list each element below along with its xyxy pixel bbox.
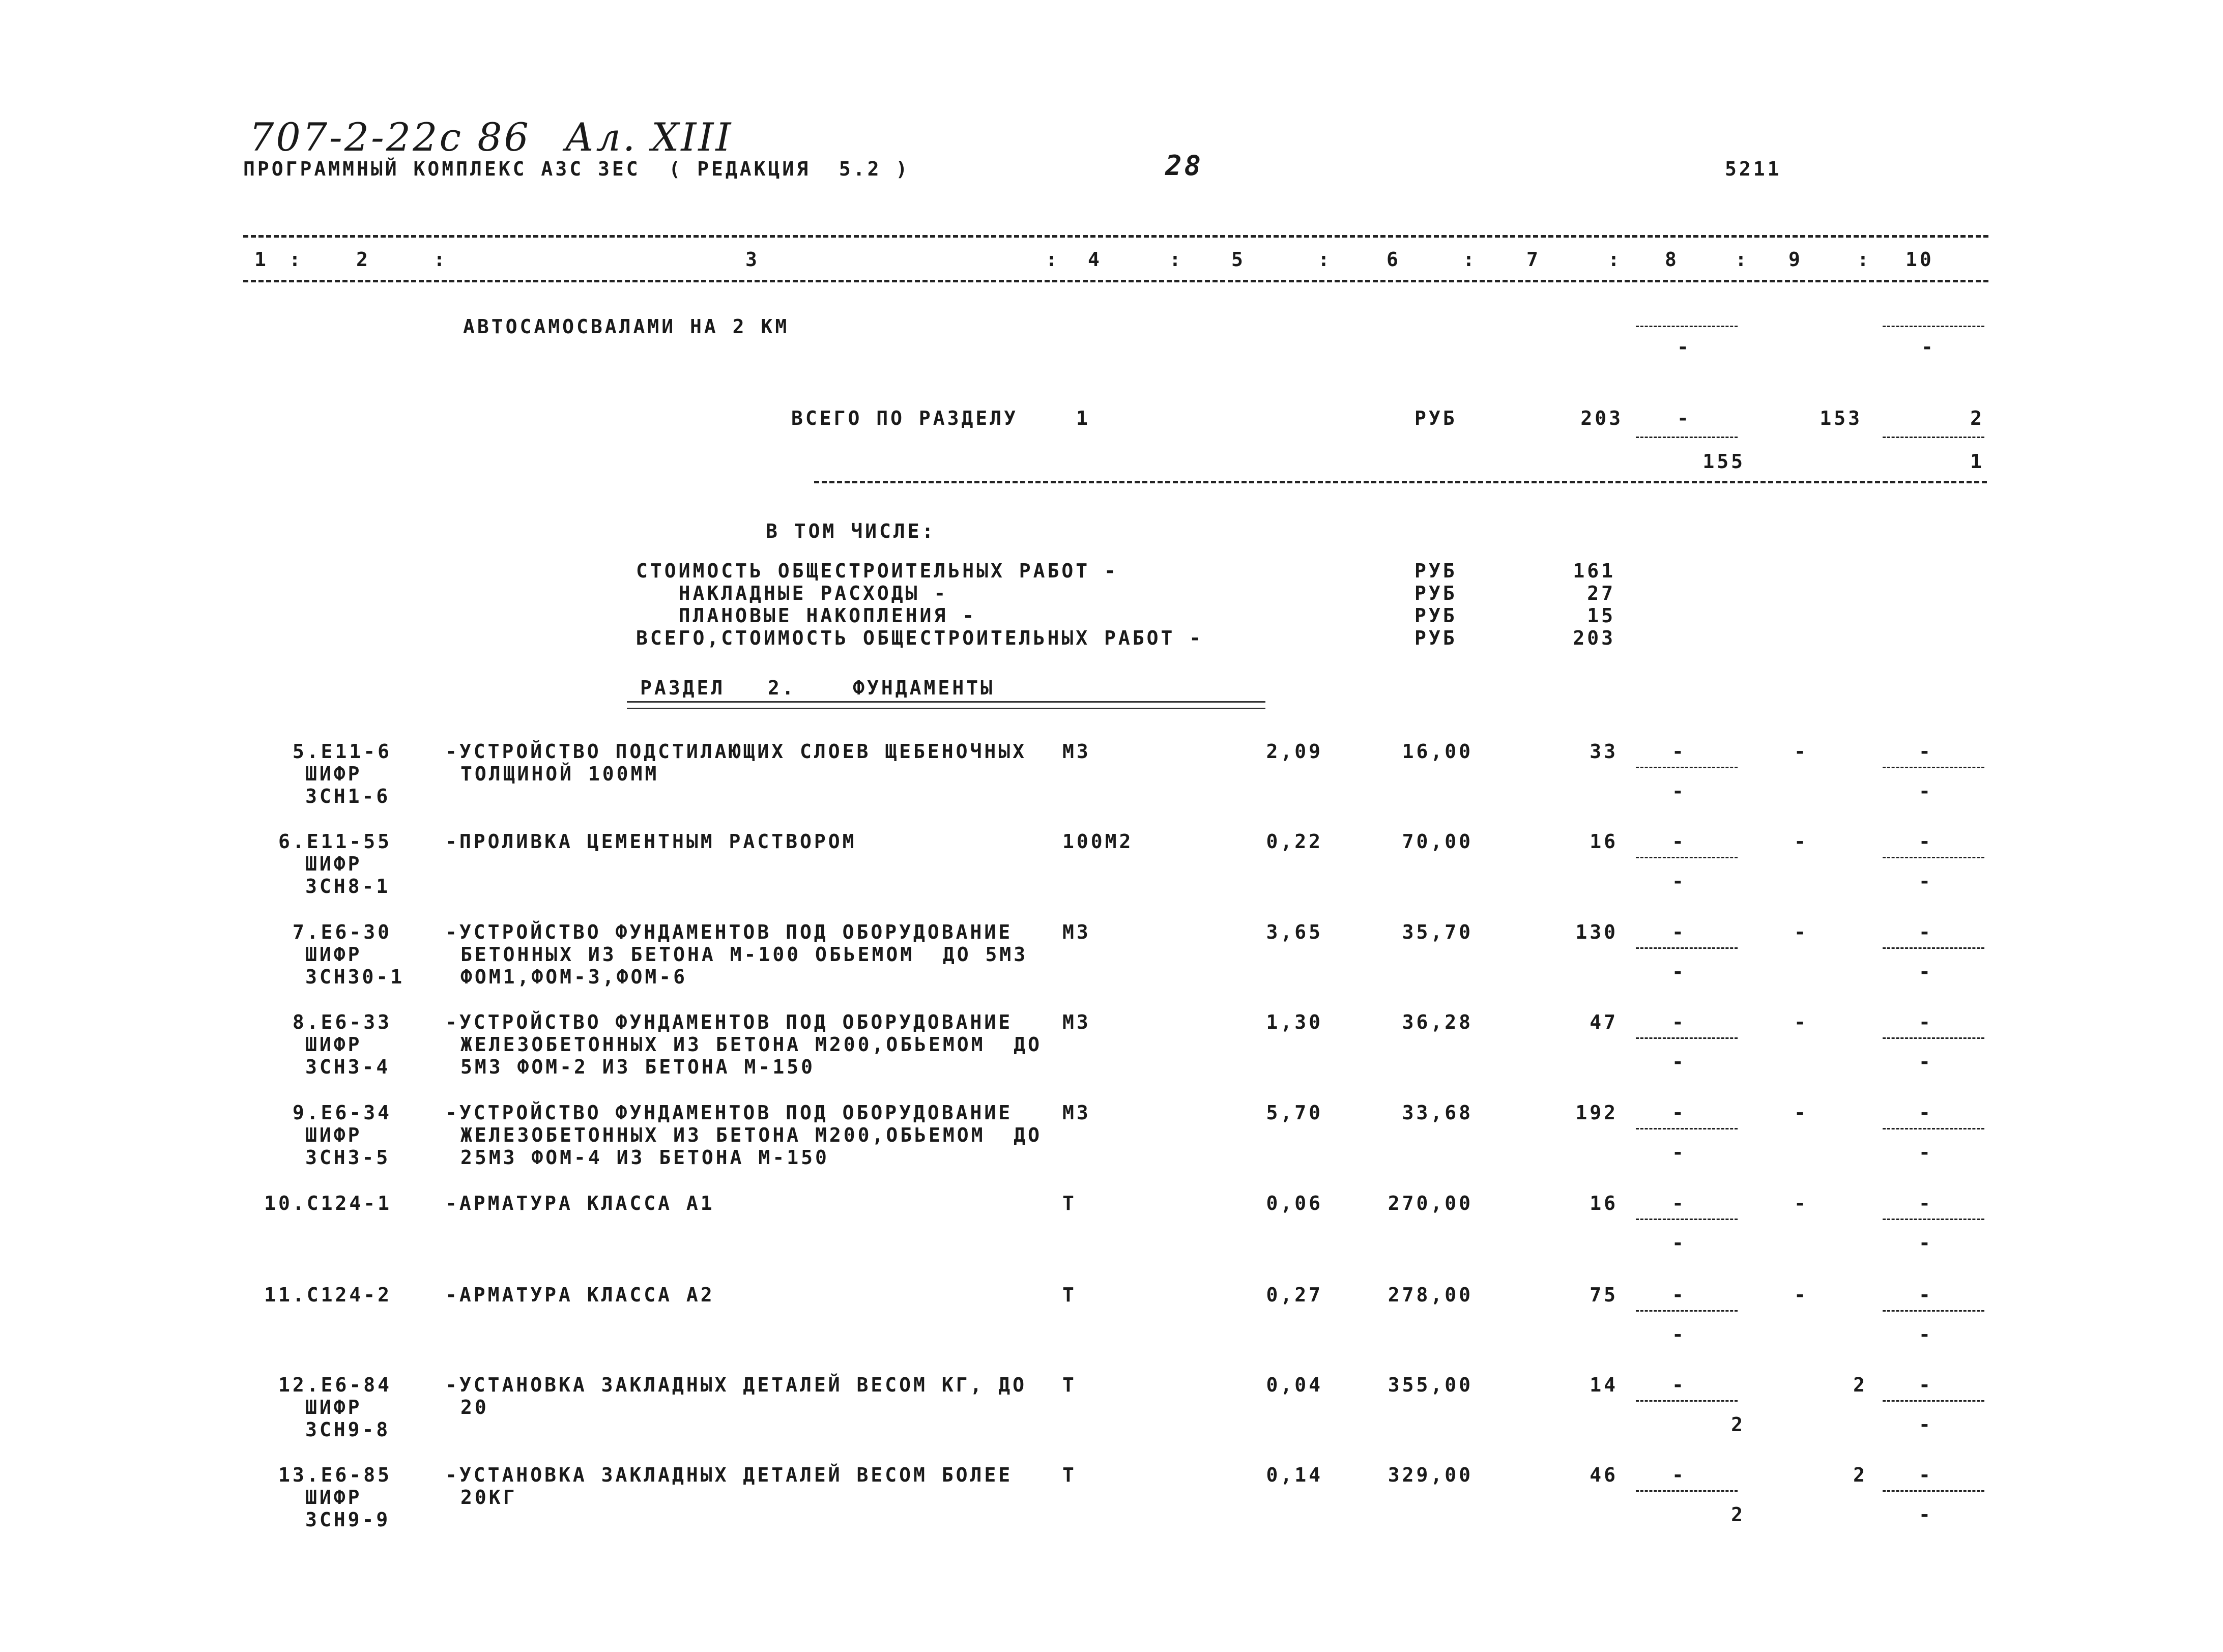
- item-col8: -: [1672, 921, 1686, 943]
- item-quantity: 0,27: [1266, 1284, 1323, 1306]
- header-col: :: [434, 248, 448, 271]
- item-col8-rule: [1636, 1310, 1738, 1312]
- item-total: 46: [1590, 1464, 1618, 1486]
- including-unit: РУБ: [1414, 604, 1457, 627]
- header-col: 3: [745, 248, 760, 271]
- header-top-rule: [243, 235, 1988, 238]
- section-total-unit: РУБ: [1414, 407, 1457, 429]
- item-col10-rule: [1883, 857, 1984, 858]
- item-unit-price: 355,00: [1388, 1374, 1473, 1396]
- item-description-line: ЖЕЛЕЗОБЕТОННЫХ ИЗ БЕТОНА М200,ОБЬЕМОМ ДО: [460, 1033, 1042, 1056]
- header-col: 10: [1906, 248, 1934, 271]
- item-col10-rule: [1883, 1490, 1984, 1492]
- item-description-line: -УСТАНОВКА ЗАКЛАДНЫХ ДЕТАЛЕЙ ВЕСОМ КГ, ДО: [445, 1374, 1027, 1396]
- item-code: 13.Е6-85: [278, 1464, 392, 1486]
- section2-underline: [627, 701, 1265, 709]
- header-col: :: [1046, 248, 1060, 271]
- including-title: В ТОМ ЧИСЛЕ:: [766, 520, 936, 542]
- item-col8: -: [1672, 830, 1686, 853]
- item-description-line: 20КГ: [460, 1486, 517, 1509]
- item-col8: -: [1672, 1102, 1686, 1124]
- item-unit: М3: [1062, 1011, 1091, 1033]
- item-cipher-code: ЗСН30-1: [305, 966, 405, 988]
- item-col8-bottom: -: [1672, 1051, 1686, 1073]
- including-label: ВСЕГО,СТОИМОСТЬ ОБЩЕСТРОИТЕЛЬНЫХ РАБОТ -: [636, 627, 1204, 649]
- item-quantity: 0,04: [1266, 1374, 1323, 1396]
- item-code: 7.Е6-30: [292, 921, 392, 943]
- item-col9: -: [1794, 1284, 1808, 1306]
- item-quantity: 0,22: [1266, 830, 1323, 853]
- item-col10-bottom: -: [1919, 1141, 1933, 1164]
- item-col10: -: [1919, 1192, 1933, 1214]
- item-col10: -: [1919, 921, 1933, 943]
- item-col10-rule: [1883, 947, 1984, 949]
- header-col: 7: [1526, 248, 1541, 271]
- item-description-line: -АРМАТУРА КЛАССА А2: [445, 1284, 715, 1306]
- item-unit-price: 278,00: [1388, 1284, 1473, 1306]
- item-description-line: -ПРОЛИВКА ЦЕМЕНТНЫМ РАСТВОРОМ: [445, 830, 857, 853]
- item-description-line: БЕТОННЫХ ИЗ БЕТОНА М-100 ОБЬЕМОМ ДО 5М3: [460, 943, 1028, 966]
- header-col: :: [1169, 248, 1183, 271]
- item-col10-rule: [1883, 1400, 1984, 1402]
- item-cipher-label: ШИФР: [305, 1033, 362, 1056]
- item-code: 5.Е11-6: [292, 740, 392, 763]
- item-total: 14: [1590, 1374, 1618, 1396]
- including-unit: РУБ: [1414, 582, 1457, 604]
- item-quantity: 2,09: [1266, 740, 1323, 763]
- header-col: :: [1318, 248, 1332, 271]
- item-quantity: 3,65: [1266, 921, 1323, 943]
- item-col8-bottom: -: [1672, 780, 1686, 802]
- item-unit: 100М2: [1062, 830, 1134, 853]
- section-total-col7: 203: [1580, 407, 1623, 429]
- item-description-line: -УСТАНОВКА ЗАКЛАДНЫХ ДЕТАЛЕЙ ВЕСОМ БОЛЕЕ: [445, 1464, 1013, 1486]
- transport-col10: -: [1921, 336, 1936, 358]
- item-col10-bottom: -: [1919, 780, 1933, 802]
- including-label: НАКЛАДНЫЕ РАСХОДЫ -: [636, 582, 948, 604]
- item-code: 10.С124-1: [264, 1192, 392, 1214]
- item-unit: М3: [1062, 921, 1091, 943]
- section-total-col8-rule: [1636, 437, 1738, 438]
- item-col10-rule: [1883, 1128, 1984, 1129]
- item-cipher-label: ШИФР: [305, 1396, 362, 1418]
- item-unit: Т: [1062, 1284, 1077, 1306]
- item-col8-rule: [1636, 1400, 1738, 1402]
- item-total: 130: [1575, 921, 1618, 943]
- item-unit: М3: [1062, 740, 1091, 763]
- item-code: 8.Е6-33: [292, 1011, 392, 1033]
- item-col10: -: [1919, 1102, 1933, 1124]
- item-col8-rule: [1636, 1219, 1738, 1220]
- item-unit: Т: [1062, 1464, 1077, 1486]
- header-col: 4: [1088, 248, 1102, 271]
- item-col10-bottom: -: [1919, 961, 1933, 983]
- item-col10-bottom: -: [1919, 1051, 1933, 1073]
- item-description-line: -УСТРОЙСТВО ФУНДАМЕНТОВ ПОД ОБОРУДОВАНИЕ: [445, 1011, 1013, 1033]
- item-col8-rule: [1636, 1037, 1738, 1039]
- transport-col8-rule: [1636, 326, 1738, 327]
- header-col: :: [289, 248, 303, 271]
- section-total-col8-bottom: 155: [1702, 450, 1745, 473]
- transport-text: АВТОСАМОСВАЛАМИ НА 2 КМ: [463, 315, 790, 338]
- header-col: 5: [1231, 248, 1246, 271]
- including-value: 161: [1573, 560, 1615, 582]
- page-number: 28: [1165, 150, 1204, 182]
- including-value: 27: [1587, 582, 1615, 604]
- including-label: СТОИМОСТЬ ОБЩЕСТРОИТЕЛЬНЫХ РАБОТ -: [636, 560, 1118, 582]
- including-unit: РУБ: [1414, 560, 1457, 582]
- item-unit-price: 329,00: [1388, 1464, 1473, 1486]
- item-col10-rule: [1883, 1037, 1984, 1039]
- item-description-line: -УСТРОЙСТВО ПОДСТИЛАЮЩИХ СЛОЕВ ЩЕБЕНОЧНЫХ: [445, 740, 1027, 763]
- item-cipher-label: ШИФР: [305, 943, 362, 966]
- item-description-line: -АРМАТУРА КЛАССА А1: [445, 1192, 715, 1214]
- item-col9: -: [1794, 1192, 1808, 1214]
- item-col8-rule: [1636, 1128, 1738, 1129]
- item-col10: -: [1919, 830, 1933, 853]
- item-col9: -: [1794, 1102, 1808, 1124]
- item-unit-price: 70,00: [1402, 830, 1473, 853]
- item-col8-bottom: -: [1672, 870, 1686, 892]
- section-total-col10-bottom: 1: [1970, 450, 1984, 473]
- item-cipher-code: ЗСН9-9: [305, 1509, 391, 1531]
- item-unit: Т: [1062, 1374, 1077, 1396]
- item-code: 9.Е6-34: [292, 1102, 392, 1124]
- item-description-line: -УСТРОЙСТВО ФУНДАМЕНТОВ ПОД ОБОРУДОВАНИЕ: [445, 921, 1013, 943]
- item-col8: -: [1672, 1284, 1686, 1306]
- item-quantity: 5,70: [1266, 1102, 1323, 1124]
- item-cipher-label: ШИФР: [305, 853, 362, 875]
- header-col: :: [1463, 248, 1477, 271]
- item-description-line: ТОЛЩИНОЙ 100ММ: [460, 763, 659, 785]
- header-col: 2: [356, 248, 370, 271]
- section-total-col10-rule: [1883, 437, 1984, 438]
- item-col8-rule: [1636, 767, 1738, 768]
- item-unit-price: 270,00: [1388, 1192, 1473, 1214]
- header-col: 8: [1665, 248, 1679, 271]
- program-title: ПРОГРАММНЫЙ КОМПЛЕКС АЗС ЗЕС ( РЕДАКЦИЯ 5.2 ): [243, 158, 910, 180]
- item-description-line: ЖЕЛЕЗОБЕТОННЫХ ИЗ БЕТОНА М200,ОБЬЕМОМ ДО: [460, 1124, 1042, 1146]
- item-code: 12.Е6-84: [278, 1374, 392, 1396]
- item-total: 75: [1590, 1284, 1618, 1306]
- item-col8-bottom: -: [1672, 1323, 1686, 1346]
- item-quantity: 0,06: [1266, 1192, 1323, 1214]
- item-col8-bottom: -: [1672, 1141, 1686, 1164]
- item-col10-bottom: -: [1919, 1323, 1933, 1346]
- item-col9: -: [1794, 1011, 1808, 1033]
- item-description-line: 20: [460, 1396, 489, 1418]
- item-col10: -: [1919, 1011, 1933, 1033]
- item-col8: -: [1672, 1192, 1686, 1214]
- item-unit-price: 35,70: [1402, 921, 1473, 943]
- item-cipher-code: ЗСН1-6: [305, 785, 391, 807]
- item-col10-rule: [1883, 767, 1984, 768]
- item-unit-price: 36,28: [1402, 1011, 1473, 1033]
- item-total: 47: [1590, 1011, 1618, 1033]
- transport-col10-rule: [1883, 326, 1984, 327]
- item-description-line: 5М3 ФОМ-2 ИЗ БЕТОНА М-150: [460, 1056, 815, 1078]
- item-col9: -: [1794, 830, 1808, 853]
- item-col8: -: [1672, 1011, 1686, 1033]
- handwritten-code: 707-2-22с 86: [249, 114, 531, 160]
- item-total: 33: [1590, 740, 1618, 763]
- item-description-line: -УСТРОЙСТВО ФУНДАМЕНТОВ ПОД ОБОРУДОВАНИЕ: [445, 1102, 1013, 1124]
- item-total: 192: [1575, 1102, 1618, 1124]
- section2-title: РАЗДЕЛ 2. ФУНДАМЕНТЫ: [640, 677, 995, 699]
- header-col: 1: [254, 248, 269, 271]
- item-col9: -: [1794, 740, 1808, 763]
- item-cipher-code: ЗСН9-8: [305, 1418, 391, 1441]
- section-total-label: ВСЕГО ПО РАЗДЕЛУ: [791, 407, 1019, 429]
- item-col8-rule: [1636, 1490, 1738, 1492]
- header-col: :: [1735, 248, 1749, 271]
- section-total-col8: -: [1677, 407, 1691, 429]
- item-col8-bottom: 2: [1731, 1413, 1745, 1436]
- item-cipher-code: ЗСН3-5: [305, 1146, 391, 1169]
- item-quantity: 0,14: [1266, 1464, 1323, 1486]
- item-col8-bottom: 2: [1731, 1503, 1745, 1526]
- item-cipher-label: ШИФР: [305, 1486, 362, 1509]
- item-cipher-label: ШИФР: [305, 1124, 362, 1146]
- header-col: :: [1857, 248, 1871, 271]
- item-cipher-code: ЗСН8-1: [305, 875, 391, 897]
- item-description-line: ФОМ1,ФОМ-3,ФОМ-6: [460, 966, 688, 988]
- item-col8-rule: [1636, 857, 1738, 858]
- including-unit: РУБ: [1414, 627, 1457, 649]
- header-col: 9: [1788, 248, 1803, 271]
- item-col9: 2: [1853, 1464, 1867, 1486]
- item-quantity: 1,30: [1266, 1011, 1323, 1033]
- item-col10: -: [1919, 740, 1933, 763]
- item-description-line: 25М3 ФОМ-4 ИЗ БЕТОНА М-150: [460, 1146, 829, 1169]
- including-label: ПЛАНОВЫЕ НАКОПЛЕНИЯ -: [636, 604, 977, 627]
- header-bottom-rule: [243, 280, 1988, 282]
- item-col10-bottom: -: [1919, 1413, 1933, 1436]
- item-col8: -: [1672, 1464, 1686, 1486]
- including-value: 15: [1587, 604, 1615, 627]
- section-total-rule: [814, 481, 1987, 483]
- item-col10-bottom: -: [1919, 1503, 1933, 1526]
- item-cipher-code: ЗСН3-4: [305, 1056, 391, 1078]
- item-col10: -: [1919, 1374, 1933, 1396]
- item-col8-rule: [1636, 947, 1738, 949]
- item-total: 16: [1590, 830, 1618, 853]
- section-total-number: 1: [1076, 407, 1090, 429]
- section-total-col9: 153: [1820, 407, 1862, 429]
- item-unit-price: 33,68: [1402, 1102, 1473, 1124]
- item-col10-bottom: -: [1919, 1232, 1933, 1254]
- doc-code: 5211: [1725, 158, 1782, 180]
- section-total-col10: 2: [1970, 407, 1984, 429]
- item-code: 11.С124-2: [264, 1284, 392, 1306]
- item-col8: -: [1672, 1374, 1686, 1396]
- item-col8-bottom: -: [1672, 1232, 1686, 1254]
- item-code: 6.Е11-55: [278, 830, 392, 853]
- handwritten-album: Ал. XIII: [565, 114, 733, 160]
- item-cipher-label: ШИФР: [305, 763, 362, 785]
- including-value: 203: [1573, 627, 1615, 649]
- item-col10: -: [1919, 1464, 1933, 1486]
- transport-col8: -: [1677, 336, 1691, 358]
- item-unit-price: 16,00: [1402, 740, 1473, 763]
- item-col8: -: [1672, 740, 1686, 763]
- item-unit: М3: [1062, 1102, 1091, 1124]
- item-col10-rule: [1883, 1310, 1984, 1312]
- header-col: 6: [1387, 248, 1401, 271]
- item-col9: -: [1794, 921, 1808, 943]
- item-unit: Т: [1062, 1192, 1077, 1214]
- item-total: 16: [1590, 1192, 1618, 1214]
- item-col9: 2: [1853, 1374, 1867, 1396]
- item-col10-rule: [1883, 1219, 1984, 1220]
- item-col10: -: [1919, 1284, 1933, 1306]
- item-col8-bottom: -: [1672, 961, 1686, 983]
- item-col10-bottom: -: [1919, 870, 1933, 892]
- header-col: :: [1608, 248, 1622, 271]
